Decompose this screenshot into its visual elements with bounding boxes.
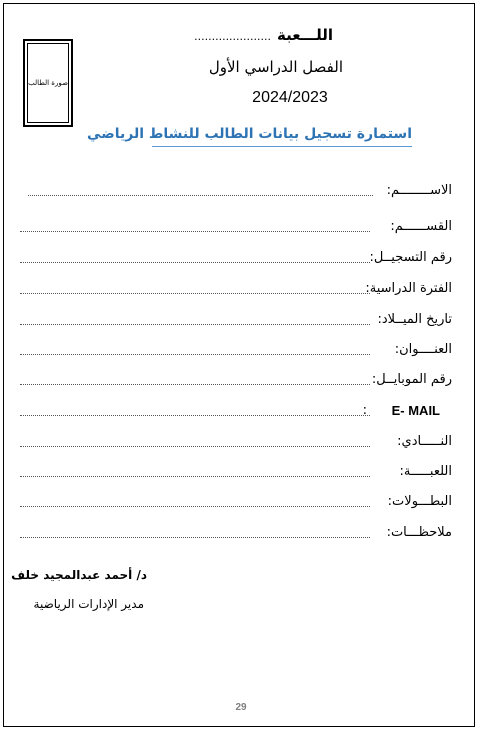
field-study-period — [32, 281, 452, 303]
field-fill-line[interactable] — [20, 537, 370, 538]
field-fill-line[interactable] — [20, 415, 370, 416]
field-label: رقم التسجيــل: — [369, 250, 452, 265]
sport-label: اللـــعبة — [277, 26, 333, 44]
field-label: رقم الموبايــل: — [371, 372, 452, 387]
field-fill-line[interactable] — [20, 506, 370, 507]
field-fill-line[interactable] — [20, 262, 370, 263]
field-registration-number — [32, 250, 452, 272]
field-name — [32, 183, 452, 205]
field-fill-line[interactable] — [20, 293, 370, 294]
field-birth-date — [32, 312, 452, 334]
field-colon: : — [362, 403, 367, 418]
field-label: الفترة الدراسية: — [365, 281, 452, 296]
student-photo-box — [23, 39, 73, 127]
field-label: القســــــم: — [390, 219, 452, 234]
field-fill-line[interactable] — [20, 354, 370, 355]
academic-year: 2024/2023 — [252, 89, 328, 106]
sport-line — [194, 26, 333, 44]
field-label: تاريخ الميــلاد: — [377, 312, 452, 327]
field-label: العنــــوان: — [394, 342, 452, 357]
field-label: ملاحظـــات: — [386, 525, 452, 540]
field-label: E- MAIL — [391, 403, 440, 418]
field-email — [32, 403, 452, 425]
field-label: الاســــــــم: — [386, 183, 452, 198]
field-address — [32, 342, 452, 364]
field-label: البطـــولات: — [387, 494, 452, 509]
field-fill-line[interactable] — [20, 446, 370, 447]
field-sport — [32, 464, 452, 486]
field-fill-line[interactable] — [20, 476, 370, 477]
sport-dots: ...................... — [194, 30, 272, 43]
field-mobile — [32, 372, 452, 394]
field-department — [32, 219, 452, 241]
page-number: 29 — [235, 702, 247, 713]
signatory-name: د/ أحمد عبدالمجيد خلف — [11, 568, 147, 582]
semester-heading: الفصل الدراسي الأول — [208, 58, 343, 76]
field-label: النـــــادي: — [397, 434, 452, 449]
field-label: اللعبـــــة: — [399, 464, 452, 479]
field-fill-line[interactable] — [20, 324, 370, 325]
form-title: استمارة تسجيل بيانات الطالب للنشاط الرياضي — [152, 126, 412, 147]
field-fill-line[interactable] — [28, 195, 373, 196]
student-photo-label: صورة الطالب — [28, 79, 68, 87]
field-fill-line[interactable] — [20, 231, 370, 232]
student-photo-frame — [27, 43, 69, 123]
field-club — [32, 434, 452, 456]
field-fill-line[interactable] — [20, 384, 370, 385]
signatory-title: مدير الإدارات الرياضية — [33, 597, 144, 611]
field-championships — [32, 494, 452, 516]
field-notes — [32, 525, 452, 547]
page-border — [3, 3, 475, 727]
